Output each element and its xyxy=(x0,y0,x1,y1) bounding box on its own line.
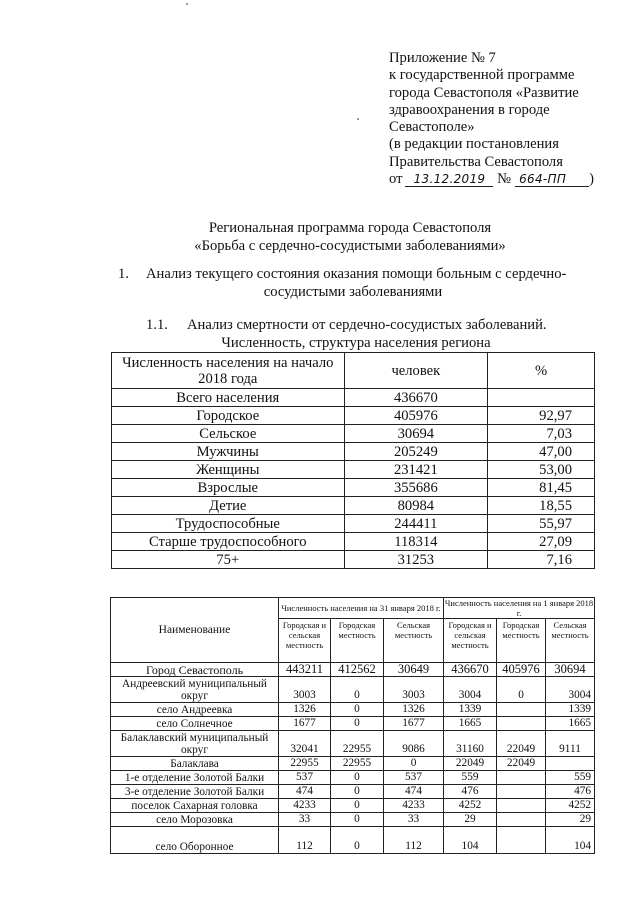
column-header: Сельская местность xyxy=(546,619,595,663)
appendix-header xyxy=(389,50,627,188)
settlement-name: 3-е отделение Золотой Балки xyxy=(111,785,279,799)
table-header-row xyxy=(112,353,595,389)
value-cell: 1665 xyxy=(546,717,595,731)
section-title-line: Анализ текущего состояния оказания помощи больным с сердечно- xyxy=(146,266,567,282)
row-label: Старше трудоспособного xyxy=(112,533,345,551)
resolution-line xyxy=(389,171,627,188)
value-cell: 0 xyxy=(331,813,384,827)
table-row xyxy=(111,663,595,677)
column-header: Городская и сельская местность xyxy=(444,619,497,663)
settlement-name: Балаклавский муниципальный округ xyxy=(111,731,279,757)
table-row xyxy=(112,425,595,443)
section-number: 1.1. xyxy=(146,317,168,333)
value-cell: 22955 xyxy=(279,757,331,771)
percent-cell: 92,97 xyxy=(488,407,595,425)
settlement-name: село Солнечное xyxy=(111,717,279,731)
value-cell: 559 xyxy=(546,771,595,785)
table-row xyxy=(111,703,595,717)
table-row xyxy=(112,533,595,551)
date-prefix: от xyxy=(389,171,403,188)
people-cell: 355686 xyxy=(344,479,488,497)
table-row xyxy=(111,677,595,703)
table-row xyxy=(112,551,595,569)
value-cell: 1677 xyxy=(384,717,444,731)
value-cell: 104 xyxy=(546,827,595,854)
value-cell: 112 xyxy=(279,827,331,854)
value-cell: 3004 xyxy=(546,677,595,703)
value-cell: 0 xyxy=(331,677,384,703)
people-cell: 405976 xyxy=(344,407,488,425)
value-cell xyxy=(497,703,546,717)
value-cell: 476 xyxy=(546,785,595,799)
handwritten-date: 13.12.2019 xyxy=(405,173,493,187)
value-cell: 476 xyxy=(444,785,497,799)
table-row xyxy=(112,461,595,479)
row-label: Сельское xyxy=(112,425,345,443)
value-cell: 405976 xyxy=(497,663,546,677)
settlement-name: Балаклава xyxy=(111,757,279,771)
value-cell: 443211 xyxy=(279,663,331,677)
column-header: Сельская местность xyxy=(384,619,444,663)
row-label: 75+ xyxy=(112,551,345,569)
settlement-population-table xyxy=(110,597,595,854)
value-cell: 1339 xyxy=(444,703,497,717)
value-cell: 537 xyxy=(384,771,444,785)
percent-cell: 55,97 xyxy=(488,515,595,533)
value-cell: 4233 xyxy=(279,799,331,813)
scan-speck xyxy=(186,3,188,5)
value-cell: 0 xyxy=(331,827,384,854)
value-cell: 0 xyxy=(331,771,384,785)
value-cell: 9086 xyxy=(384,731,444,757)
percent-cell: 81,45 xyxy=(488,479,595,497)
value-cell: 33 xyxy=(384,813,444,827)
settlement-name: село Андреевка xyxy=(111,703,279,717)
value-cell: 112 xyxy=(384,827,444,854)
value-cell: 436670 xyxy=(444,663,497,677)
table-row xyxy=(112,443,595,461)
table-row xyxy=(112,497,595,515)
settlement-name: Город Севастополь xyxy=(111,663,279,677)
settlement-name: Андреевский муниципальный округ xyxy=(111,677,279,703)
value-cell xyxy=(546,757,595,771)
value-cell xyxy=(497,827,546,854)
table-row xyxy=(112,389,595,407)
value-cell: 1677 xyxy=(279,717,331,731)
value-cell xyxy=(497,771,546,785)
percent-cell: 53,00 xyxy=(488,461,595,479)
people-cell: 30694 xyxy=(344,425,488,443)
row-label: Городское xyxy=(112,407,345,425)
appendix-line: Правительства Севастополя xyxy=(389,153,563,170)
value-cell: 4233 xyxy=(384,799,444,813)
section-number: 1. xyxy=(118,266,129,282)
value-cell: 0 xyxy=(331,785,384,799)
value-cell: 32041 xyxy=(279,731,331,757)
population-structure-table xyxy=(111,352,595,569)
value-cell: 30649 xyxy=(384,663,444,677)
value-cell: 22049 xyxy=(497,757,546,771)
column-header-name: Наименование xyxy=(111,598,279,663)
value-cell: 31160 xyxy=(444,731,497,757)
settlement-name: поселок Сахарная головка xyxy=(111,799,279,813)
people-cell: 231421 xyxy=(344,461,488,479)
value-cell: 4252 xyxy=(444,799,497,813)
section-title-line: Анализ смертности от сердечно-сосудистых заболеваний. xyxy=(187,317,547,333)
program-title: Региональная программа города Севастополя xyxy=(208,220,492,236)
table-row xyxy=(111,785,595,799)
people-cell: 80984 xyxy=(344,497,488,515)
percent-cell: 27,09 xyxy=(488,533,595,551)
percent-cell: 7,03 xyxy=(488,425,595,443)
people-cell: 205249 xyxy=(344,443,488,461)
value-cell: 3003 xyxy=(279,677,331,703)
table-row xyxy=(111,731,595,757)
people-cell: 31253 xyxy=(344,551,488,569)
appendix-line: Севастополе» xyxy=(389,119,475,136)
table-group-header-row xyxy=(111,598,595,619)
value-cell: 9111 xyxy=(546,731,595,757)
number-symbol: № xyxy=(497,171,512,188)
column-header: Городская и сельская местность xyxy=(279,619,331,663)
value-cell: 22049 xyxy=(497,731,546,757)
value-cell xyxy=(497,785,546,799)
value-cell: 3003 xyxy=(384,677,444,703)
people-cell: 118314 xyxy=(344,533,488,551)
column-header: человек xyxy=(344,353,488,389)
table-row xyxy=(111,799,595,813)
appendix-line: (в редакции постановления xyxy=(389,136,559,153)
row-label: Женщины xyxy=(112,461,345,479)
appendix-line: здравоохранения в городе xyxy=(389,101,550,118)
value-cell: 29 xyxy=(444,813,497,827)
row-label: Детие xyxy=(112,497,345,515)
table-row xyxy=(111,757,595,771)
scan-speck xyxy=(357,118,359,120)
column-header: Численность населения на начало 2018 года xyxy=(112,353,345,389)
settlement-name: село Оборонное xyxy=(111,827,279,854)
percent-cell: 7,16 xyxy=(488,551,595,569)
people-cell: 436670 xyxy=(344,389,488,407)
value-cell: 29 xyxy=(546,813,595,827)
column-header: Городская местность xyxy=(497,619,546,663)
value-cell: 4252 xyxy=(546,799,595,813)
column-header: Городская местность xyxy=(331,619,384,663)
value-cell: 1326 xyxy=(279,703,331,717)
value-cell xyxy=(497,799,546,813)
column-group-header: Численность населения на 31 января 2018 г. xyxy=(279,598,444,619)
percent-cell: 47,00 xyxy=(488,443,595,461)
appendix-line: Приложение № 7 xyxy=(389,50,496,66)
row-label: Взрослые xyxy=(112,479,345,497)
value-cell: 1339 xyxy=(546,703,595,717)
people-cell: 244411 xyxy=(344,515,488,533)
table-row xyxy=(111,771,595,785)
value-cell: 559 xyxy=(444,771,497,785)
column-group-header: Численность населения на 1 января 2018 г. xyxy=(444,598,594,618)
program-subtitle: «Борьба с сердечно-сосудистыми заболеваниями» xyxy=(194,238,506,254)
percent-cell: 18,55 xyxy=(488,497,595,515)
section-title-line: Численность, структура населения региона xyxy=(221,335,491,351)
value-cell: 3004 xyxy=(444,677,497,703)
value-cell: 30694 xyxy=(546,663,595,677)
table-row xyxy=(112,407,595,425)
row-label: Трудоспособные xyxy=(112,515,345,533)
value-cell xyxy=(497,813,546,827)
handwritten-number: 664-ПП xyxy=(515,173,589,187)
value-cell xyxy=(497,717,546,731)
value-cell: 1326 xyxy=(384,703,444,717)
table-row xyxy=(112,515,595,533)
appendix-line: города Севастополя «Развитие xyxy=(389,84,579,101)
settlement-name: село Морозовка xyxy=(111,813,279,827)
appendix-line: к государственной программе xyxy=(389,67,575,84)
table-row xyxy=(112,479,595,497)
value-cell: 33 xyxy=(279,813,331,827)
column-header: % xyxy=(488,353,595,389)
value-cell: 474 xyxy=(279,785,331,799)
value-cell: 0 xyxy=(331,717,384,731)
value-cell: 412562 xyxy=(331,663,384,677)
value-cell: 22955 xyxy=(331,757,384,771)
value-cell: 537 xyxy=(279,771,331,785)
value-cell: 474 xyxy=(384,785,444,799)
value-cell: 0 xyxy=(497,677,546,703)
value-cell: 0 xyxy=(384,757,444,771)
closing-paren: ) xyxy=(589,171,594,188)
section-title-line: сосудистыми заболеваниями xyxy=(263,284,443,300)
value-cell: 1665 xyxy=(444,717,497,731)
value-cell: 0 xyxy=(331,799,384,813)
value-cell: 0 xyxy=(331,703,384,717)
settlement-name: 1-е отделение Золотой Балки xyxy=(111,771,279,785)
value-cell: 104 xyxy=(444,827,497,854)
table-row xyxy=(111,717,595,731)
percent-cell xyxy=(488,389,595,407)
value-cell: 22049 xyxy=(444,757,497,771)
value-cell: 22955 xyxy=(331,731,384,757)
table-row xyxy=(111,813,595,827)
row-label: Мужчины xyxy=(112,443,345,461)
row-label: Всего населения xyxy=(112,389,345,407)
table-row xyxy=(111,827,595,854)
